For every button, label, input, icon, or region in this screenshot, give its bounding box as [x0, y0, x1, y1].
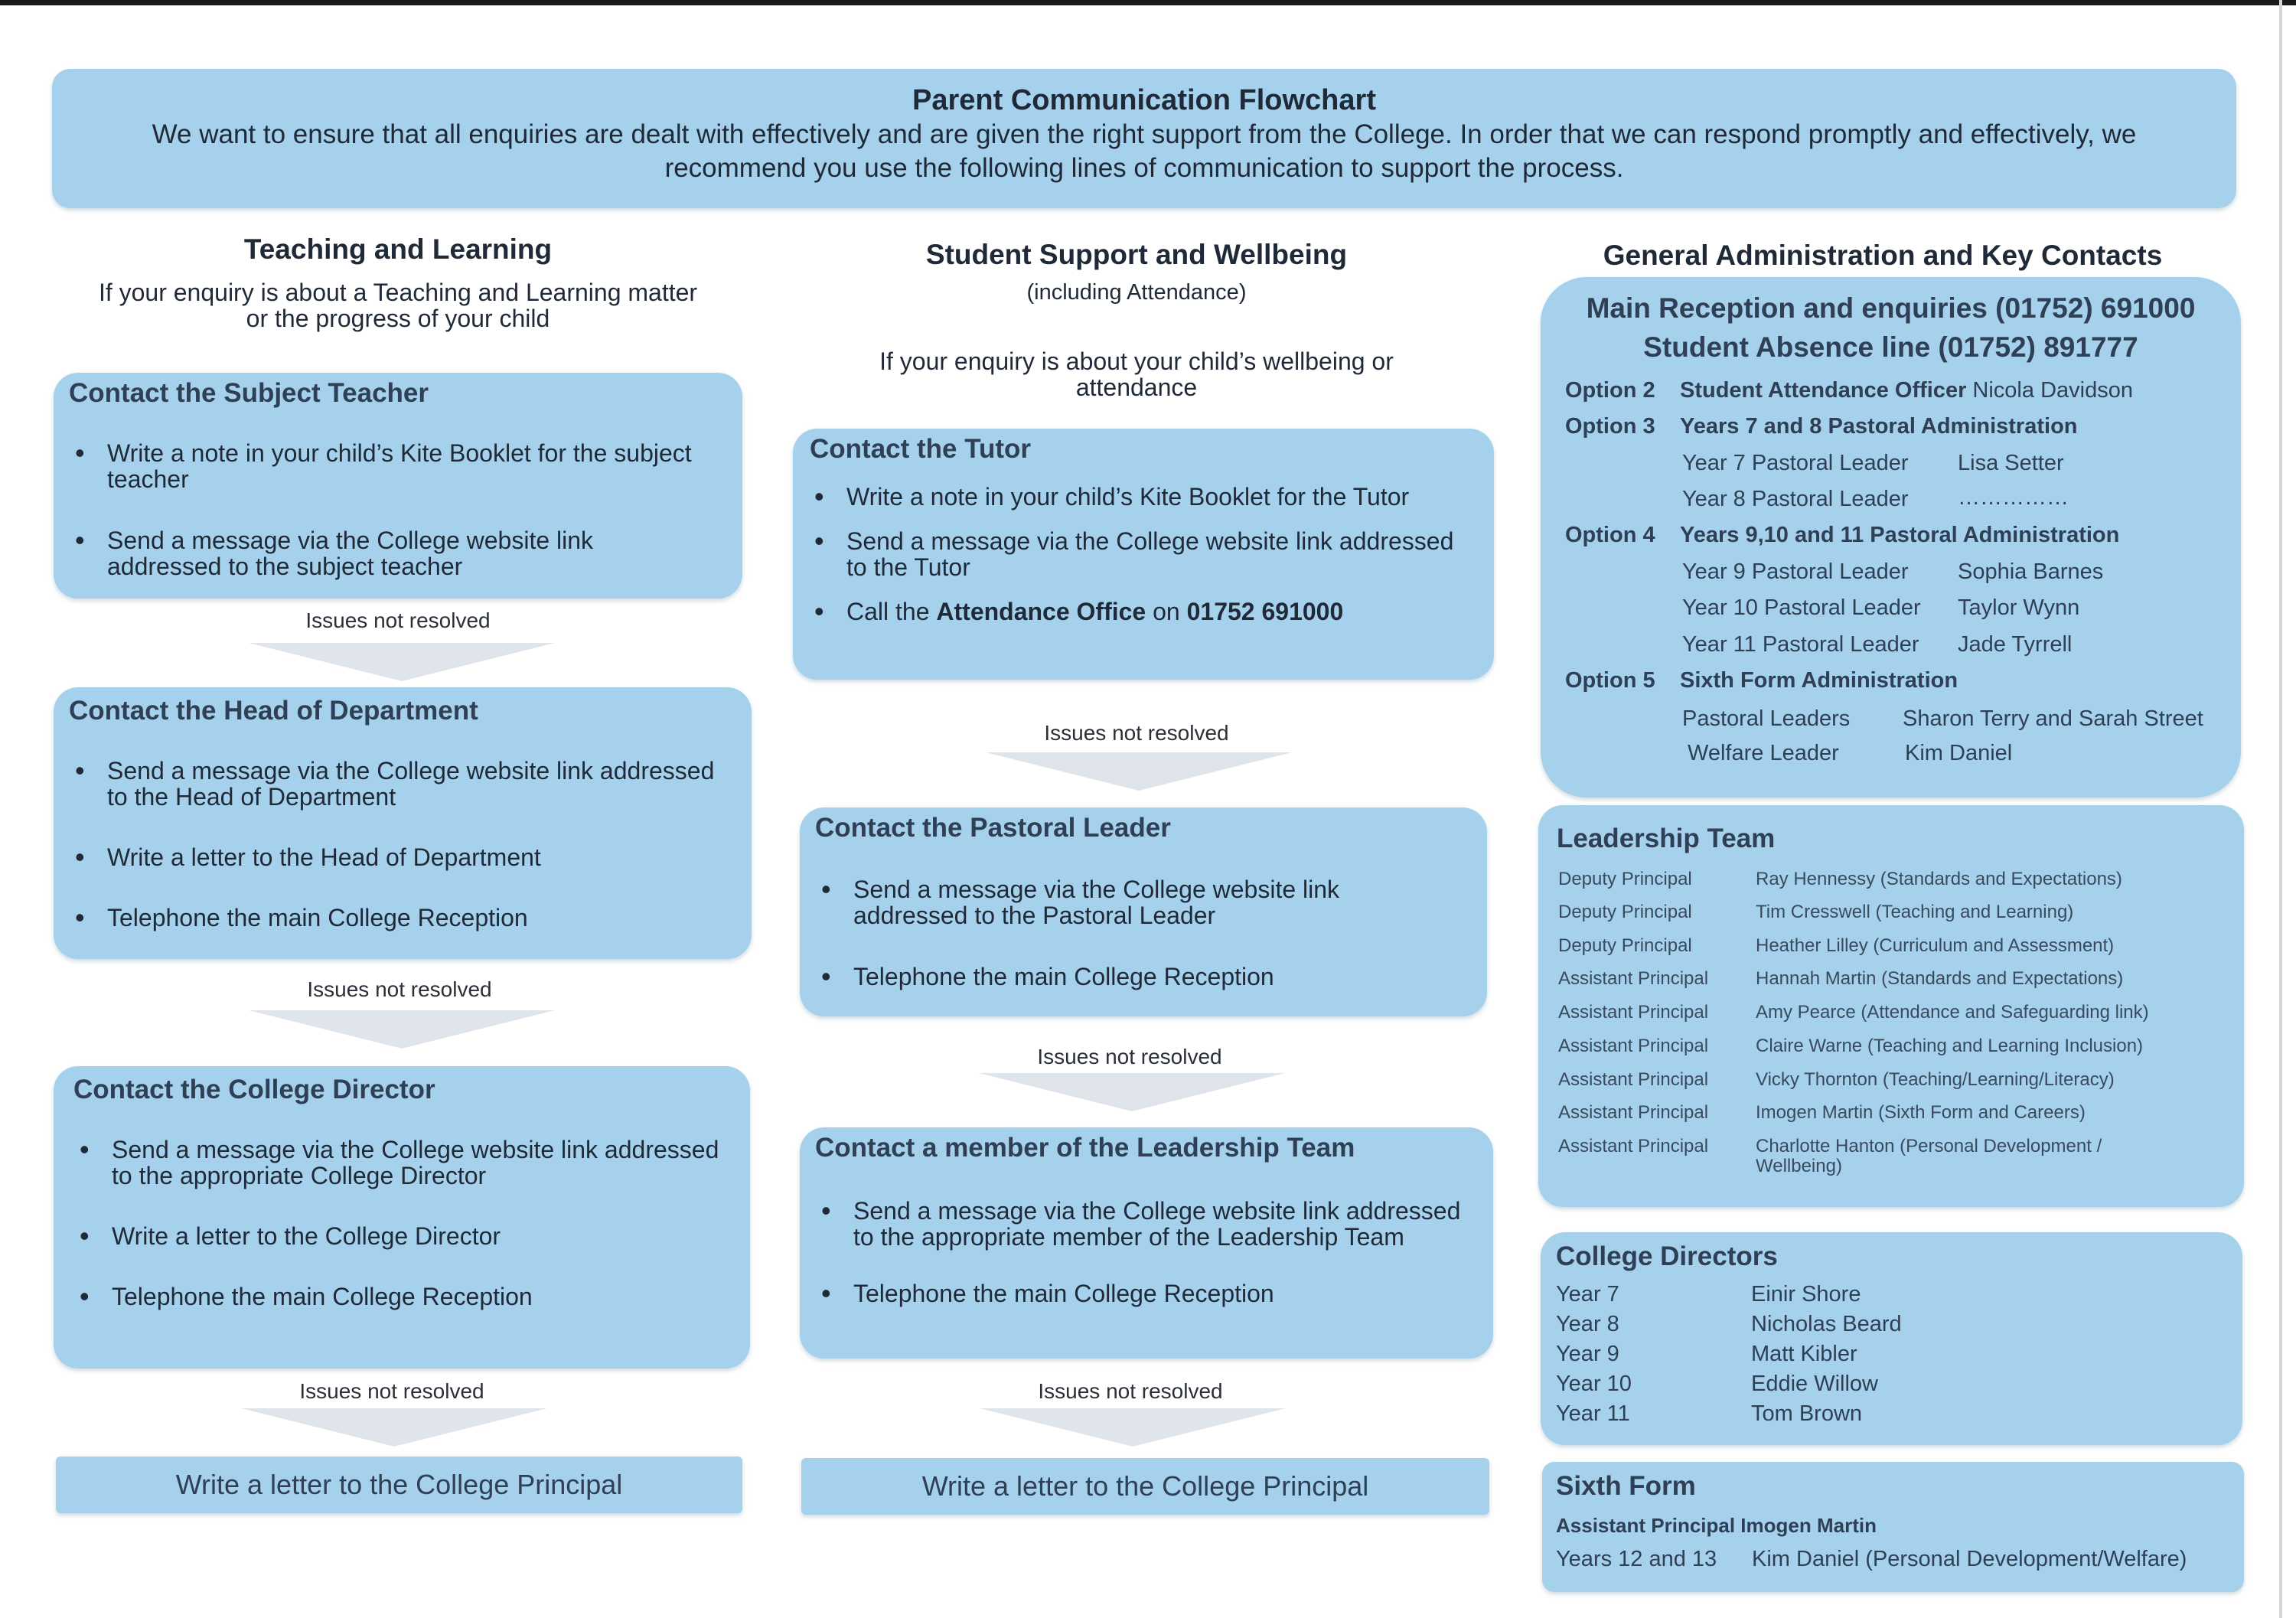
not-resolved-label: Issues not resolved [299, 1379, 484, 1403]
top-edge-line [0, 0, 2296, 5]
teaching-heading: Teaching and Learning [243, 233, 553, 265]
down-arrow [980, 1408, 1286, 1447]
list-item: • Write a note in your child’s Kite Booklet for the subject teacher [69, 440, 712, 492]
year10-role: Year 10 Pastoral Leader [1682, 595, 1921, 620]
leader-name: Heather Lilley (Curriculum and Assessment) [1756, 935, 2115, 956]
welfare-leader-name: Kim Daniel [1905, 741, 2013, 765]
list-item: • Write a note in your child’s Kite Booklet for the Tutor [808, 484, 1466, 510]
reception-line: Main Reception and enquiries (01752) 691000 [1586, 292, 2196, 324]
not-resolved-label: Issues not resolved [307, 977, 492, 1001]
director-name: Eddie Willow [1751, 1372, 1878, 1396]
support-intro-line1: If your enquiry is about your child’s wellbeing or [879, 347, 1394, 375]
admin-heading: General Administration and Key Contacts [1603, 240, 2163, 271]
list-item: • Write a letter to the Head of Department [69, 844, 719, 870]
principal-letter-box: Write a letter to the College Principal [56, 1457, 742, 1513]
year7-role: Year 7 Pastoral Leader [1682, 451, 1909, 475]
header-banner [52, 69, 2236, 208]
leader-role: Assistant Principal [1558, 1102, 1709, 1123]
leader-role: Deputy Principal [1558, 935, 1692, 956]
option2-name: Nicola Davidson [1972, 378, 2133, 403]
welfare-leader-role: Welfare Leader [1688, 741, 1839, 765]
down-arrow [249, 1010, 555, 1049]
option2-title: Student Attendance Officer [1680, 378, 1967, 403]
leader-role: Assistant Principal [1558, 1069, 1709, 1090]
director-name: Nicholas Beard [1751, 1312, 1902, 1336]
support-heading: Student Support and Wellbeing [925, 239, 1348, 270]
head-of-department-list [69, 758, 719, 931]
pastoral-leaders-names: Sharon Terry and Sarah Street [1903, 706, 2203, 731]
sixth-form-contact: Kim Daniel (Personal Development/Welfare) [1752, 1547, 2187, 1571]
tutor-box [793, 429, 1494, 680]
year9-role: Year 9 Pastoral Leader [1682, 559, 1909, 584]
leadership-contact-box [800, 1127, 1493, 1359]
option3-label: Option 3 [1565, 414, 1655, 439]
pastoral-leaders-role: Pastoral Leaders [1682, 706, 1851, 731]
college-directors-box [1541, 1232, 2242, 1445]
college-director-list [73, 1137, 724, 1310]
list-item: • Telephone the main College Reception [73, 1284, 724, 1310]
list-item: • Send a message via the College website link addressed to the appropriate College Director [73, 1137, 724, 1189]
call-mid: on [1146, 598, 1187, 625]
head-of-department-title: Contact the Head of Department [69, 696, 478, 726]
leader-name: Ray Hennessy (Standards and Expectations) [1756, 869, 2122, 889]
sixth-form-title: Sixth Form [1556, 1471, 1696, 1501]
college-director-box [54, 1066, 750, 1368]
leadership-contact-title: Contact a member of the Leadership Team [815, 1133, 1355, 1163]
director-name: Einir Shore [1751, 1282, 1861, 1306]
list-item: • Send a message via the College website link addressed to the Pastoral Leader [815, 876, 1458, 928]
director-name: Matt Kibler [1751, 1342, 1857, 1366]
option3-title: Years 7 and 8 Pastoral Administration [1680, 414, 2078, 439]
director-name: Tom Brown [1751, 1401, 1863, 1426]
year11-name: Jade Tyrrell [1958, 632, 2073, 657]
list-item: • Telephone the main College Reception [815, 964, 1458, 990]
leadership-contact-list [815, 1198, 1466, 1306]
list-item: • Telephone the main College Reception [69, 905, 719, 931]
option5-title: Sixth Form Administration [1680, 668, 1958, 693]
subject-teacher-box [54, 373, 742, 599]
reception-box [1541, 277, 2241, 798]
down-arrow [249, 643, 555, 681]
leader-name: Imogen Martin (Sixth Form and Careers) [1756, 1102, 2086, 1123]
subject-teacher-list [69, 440, 712, 579]
leader-name: Vicky Thornton (Teaching/Learning/Literacy) [1756, 1069, 2115, 1090]
option2-desc [1680, 378, 2133, 403]
support-intro-line2: attendance [1075, 374, 1198, 401]
college-director-title: Contact the College Director [73, 1075, 435, 1104]
teaching-intro-line1: If your enquiry is about a Teaching and Learning matter [98, 279, 698, 306]
year9-name: Sophia Barnes [1958, 559, 2104, 584]
down-arrow [241, 1408, 547, 1447]
year10-name: Taylor Wynn [1958, 595, 2080, 620]
year8-name: …………… [1958, 485, 2069, 510]
option2-label: Option 2 [1565, 378, 1655, 403]
list-item: • Write a letter to the College Director [73, 1223, 724, 1249]
pastoral-leader-box [800, 807, 1487, 1016]
director-year: Year 8 [1556, 1312, 1619, 1336]
not-resolved-label: Issues not resolved [1038, 1379, 1223, 1403]
option5-label: Option 5 [1565, 668, 1655, 693]
sixth-form-box [1542, 1462, 2244, 1592]
absence-line: Student Absence line (01752) 891777 [1643, 331, 2138, 363]
list-item: • Send a message via the College website link addressed to the appropriate member of the Leadership Team [815, 1198, 1466, 1250]
head-of-department-box [54, 687, 752, 959]
page-title: Parent Communication Flowchart [912, 84, 1376, 116]
leader-role: Assistant Principal [1558, 1136, 1709, 1156]
leadership-team-box [1538, 805, 2244, 1207]
director-year: Year 7 [1556, 1282, 1619, 1306]
not-resolved-label: Issues not resolved [305, 608, 491, 632]
leader-role: Assistant Principal [1558, 968, 1709, 989]
attendance-phone: 01752 691000 [1186, 598, 1344, 625]
year11-role: Year 11 Pastoral Leader [1682, 632, 1919, 657]
leader-role: Assistant Principal [1558, 1036, 1709, 1056]
teaching-intro-line2: or the progress of your child [246, 305, 550, 332]
year7-name: Lisa Setter [1958, 451, 2064, 475]
college-directors-title: College Directors [1556, 1241, 1778, 1271]
director-year: Year 10 [1556, 1372, 1632, 1396]
year8-role: Year 8 Pastoral Leader [1682, 487, 1909, 511]
pastoral-leader-title: Contact the Pastoral Leader [815, 813, 1171, 843]
director-year: Year 11 [1556, 1401, 1630, 1426]
leader-name: Charlotte Hanton (Personal Development / Wellbeing) [1756, 1136, 2102, 1176]
tutor-title: Contact the Tutor [810, 434, 1032, 464]
leader-name: Tim Cresswell (Teaching and Learning) [1756, 902, 2074, 922]
director-year: Year 9 [1556, 1342, 1619, 1366]
leader-role: Deputy Principal [1558, 869, 1692, 889]
not-resolved-label: Issues not resolved [1037, 1045, 1222, 1068]
call-prefix: Call the [846, 598, 937, 625]
right-edge-line [2279, 0, 2282, 1618]
down-arrow [979, 1073, 1285, 1111]
leader-name: Amy Pearce (Attendance and Safeguarding link) [1756, 1002, 2149, 1023]
tutor-list [808, 484, 1466, 625]
sixth-form-years: Years 12 and 13 [1556, 1547, 1717, 1571]
page-description: We want to ensure that all enquiries are dealt with effectively and are given the right support from the College. In order that we can respond promptly and effectively, we recommend you use the following lines of communication to support the process. [152, 119, 2137, 183]
pastoral-leader-list [815, 876, 1458, 990]
not-resolved-label: Issues not resolved [1044, 721, 1229, 745]
list-item: • Send a message via the College website link addressed to the Tutor [808, 528, 1466, 580]
principal-letter-box: Write a letter to the College Principal [801, 1458, 1489, 1515]
attendance-office-label: Attendance Office [936, 598, 1146, 625]
leadership-team-title: Leadership Team [1557, 824, 1776, 853]
list-item [808, 599, 1466, 625]
list-item: • Telephone the main College Reception [815, 1280, 1466, 1306]
sixth-form-subtitle: Assistant Principal Imogen Martin [1556, 1514, 1877, 1537]
list-item: • Send a message via the College website link addressed to the Head of Department [69, 758, 719, 810]
list-item: • Send a message via the College website link addressed to the subject teacher [69, 527, 712, 579]
option4-title: Years 9,10 and 11 Pastoral Administration [1680, 523, 2120, 547]
leader-name: Claire Warne (Teaching and Learning Inclusion) [1756, 1036, 2144, 1056]
subject-teacher-title: Contact the Subject Teacher [69, 378, 429, 408]
option4-label: Option 4 [1565, 523, 1655, 547]
support-subheading: (including Attendance) [1026, 280, 1247, 305]
leader-role: Assistant Principal [1558, 1002, 1709, 1023]
leader-name: Hannah Martin (Standards and Expectations) [1756, 968, 2124, 989]
leader-role: Deputy Principal [1558, 902, 1692, 922]
down-arrow [986, 752, 1292, 791]
